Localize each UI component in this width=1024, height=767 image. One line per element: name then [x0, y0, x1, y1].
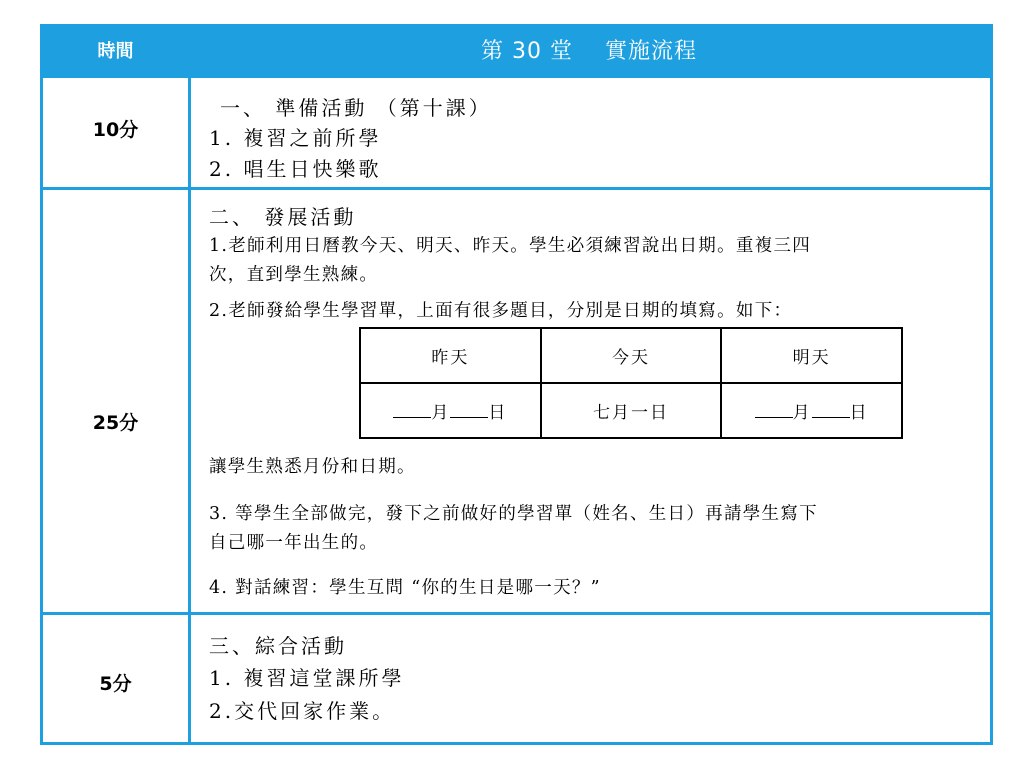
blank-line — [393, 402, 431, 418]
list-item: 3. 等學生全部做完，發下之前做好的學習單（姓名、生日）再請學生寫下 — [209, 504, 818, 524]
today-date: 七月一日 — [592, 403, 669, 423]
blank-line — [450, 402, 488, 418]
row-divider — [43, 612, 990, 615]
list-item: 自己哪一年出生的。 — [209, 533, 379, 553]
day-label: 日 — [488, 403, 508, 423]
row-divider — [43, 187, 990, 190]
table-header — [43, 27, 990, 78]
section-heading: 一、 準備活動 （第十課） — [220, 96, 492, 120]
list-item: 1. 複習這堂課所學 — [209, 666, 405, 690]
worksheet-header: 今天 — [541, 328, 722, 383]
lesson-plan-table — [40, 24, 993, 745]
lesson-title: 第 30 堂 實施流程 — [481, 39, 697, 64]
worksheet-cell — [360, 383, 541, 438]
list-item: 1. 複習之前所學 — [209, 126, 382, 150]
row-time: 25分 — [92, 412, 139, 434]
blank-line — [755, 402, 793, 418]
day-label: 日 — [849, 403, 869, 423]
list-item: 2.交代回家作業。 — [209, 699, 396, 723]
month-label: 月 — [431, 403, 451, 423]
date-worksheet-table — [359, 327, 903, 439]
worksheet-header: 明天 — [721, 328, 902, 383]
list-item: 4. 對話練習：學生互問 “你的生日是哪一天？” — [209, 578, 601, 598]
worksheet-header: 昨天 — [360, 328, 541, 383]
row-time: 5分 — [99, 673, 132, 695]
column-divider — [188, 78, 191, 742]
list-item: 次，直到學生熟練。 — [209, 265, 379, 285]
list-item: 2.老師發給學生學習單，上面有很多題目，分別是日期的填寫。如下： — [209, 301, 793, 321]
list-item: 1.老師利用日曆教今天、明天、昨天。學生必須練習說出日期。重複三四 — [209, 236, 812, 256]
list-item: 讓學生熟悉月份和日期。 — [209, 457, 416, 477]
worksheet-cell — [721, 383, 902, 438]
month-label: 月 — [792, 403, 812, 423]
list-item: 2. 唱生日快樂歌 — [209, 157, 382, 181]
row-time: 10分 — [92, 119, 139, 141]
section-heading: 三、綜合活動 — [209, 634, 347, 658]
blank-line — [812, 402, 850, 418]
time-column-header: 時間 — [97, 41, 134, 62]
worksheet-cell — [541, 383, 722, 438]
section-heading: 二、 發展活動 — [209, 205, 357, 229]
